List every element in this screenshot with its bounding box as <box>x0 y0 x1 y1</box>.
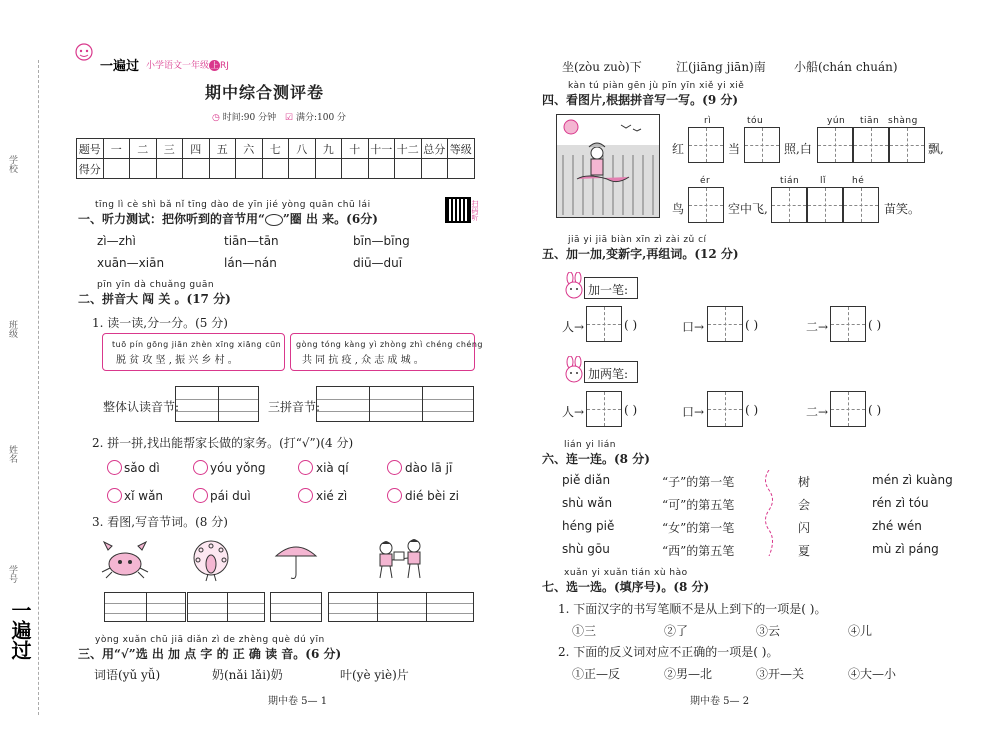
crab-image <box>100 538 150 580</box>
q4-text: 照,白 <box>784 142 812 156</box>
choice-circle[interactable] <box>193 488 208 503</box>
q7-pinyin: xuǎn yi xuǎn tián xù hào <box>564 568 688 578</box>
q4-title: 四、看图片,根据拼音写一写。(9 分) <box>542 93 739 107</box>
q6-col4[interactable]: rén zì tóu <box>872 496 929 510</box>
q7-option[interactable]: ①正—反 <box>572 667 621 681</box>
oval-icon <box>265 214 283 226</box>
q5-paren[interactable]: ( ) <box>868 318 882 332</box>
q7-option[interactable]: ②男—北 <box>664 667 713 681</box>
write-box[interactable] <box>187 592 265 622</box>
q4-text: 红 <box>672 142 685 156</box>
frame-b-text: 共 同 抗 疫 , 众 志 成 城 。 <box>302 355 424 366</box>
q6-col2[interactable]: “西”的第五笔 <box>662 544 735 558</box>
side-label-id: 学号 <box>7 565 17 583</box>
chore-option: dié bèi zi <box>405 489 459 503</box>
clock-icon: ◷ <box>212 113 220 123</box>
q7-sub2-title: 2. 下面的反义词对应不正确的一项是( )。 <box>558 645 779 659</box>
tianzi-grid[interactable] <box>807 187 843 223</box>
q6-col2[interactable]: “子”的第一笔 <box>662 475 735 489</box>
bunny-icon <box>562 272 586 300</box>
q6-title: 六、连一连。(8 分) <box>542 452 650 466</box>
q5-char: 二→ <box>806 320 829 334</box>
checkbox-icon: ☑ <box>285 113 294 123</box>
score-input-cell[interactable] <box>209 159 236 179</box>
choice-circle[interactable] <box>387 488 402 503</box>
q3-pinyin: yòng xuǎn chū jiā diǎn zì de zhèng què dú yīn <box>95 635 325 645</box>
q7-option[interactable]: ②了 <box>664 624 689 638</box>
q6-col1[interactable]: shù gōu <box>562 542 610 556</box>
q1-pinyin: tīng lì cè shì bǎ nǐ tīng dào de yīn jié yòng quān chū lái <box>95 200 371 210</box>
score-table-header-cell: 十 <box>342 139 369 159</box>
choice-circle[interactable] <box>107 488 122 503</box>
brand-logo: 一遍过 <box>100 59 140 74</box>
q7-option[interactable]: ④大—小 <box>848 667 897 681</box>
score-input-cell[interactable] <box>236 159 263 179</box>
q6-col1[interactable]: piě diǎn <box>562 473 611 487</box>
q6-col3[interactable]: 会 <box>798 498 811 512</box>
score-table-header-cell: 四 <box>183 139 210 159</box>
q4-text: 苗笑。 <box>884 202 921 216</box>
q5-pinyin: jiā yi jiā biàn xīn zì zài zǔ cí <box>568 235 707 245</box>
q1-item[interactable]: bīn—bīng <box>353 234 410 248</box>
q4-text: 空中飞, <box>728 202 768 216</box>
score-table-header-cell: 九 <box>315 139 342 159</box>
q6-col1[interactable]: héng piě <box>562 519 615 533</box>
q6-pinyin: lián yi lián <box>564 440 616 450</box>
score-table-header-cell: 十二 <box>395 139 422 159</box>
q7-option[interactable]: ③开—关 <box>756 667 805 681</box>
q7-title: 七、选一选。(填序号)。(8 分) <box>542 580 710 594</box>
q1-item[interactable]: lán—nán <box>224 256 277 270</box>
tianzi-grid[interactable] <box>707 306 743 342</box>
side-label-school: 学校 <box>7 155 17 173</box>
score-input-cell[interactable] <box>183 159 210 179</box>
score-input-cell[interactable] <box>368 159 395 179</box>
q7-sub1-title: 1. 下面汉字的书写笔顺不是从上到下的一项是( )。 <box>558 602 827 616</box>
score-table-header-cell: 总分 <box>421 139 448 159</box>
q3-item[interactable]: 奶(nǎi lǎi)奶 <box>212 668 283 682</box>
q4-py: lǐ <box>820 176 827 186</box>
score-table <box>76 138 475 179</box>
q3-item[interactable]: 小船(chán chuán) <box>794 60 898 74</box>
score-table-header-cell: 六 <box>236 139 263 159</box>
tianzi-grid[interactable] <box>586 306 622 342</box>
q1-title: 一、听力测试：把你听到的音节用“ ”圈 出 来。(6分) <box>78 212 378 226</box>
q6-col4[interactable]: mén zì kuàng <box>872 473 953 487</box>
bunny-icon <box>562 356 586 384</box>
qr-code-icon[interactable] <box>445 197 471 223</box>
tianzi-grid[interactable] <box>744 127 780 163</box>
q6-col3[interactable]: 闪 <box>798 521 811 535</box>
whole-syllable-box[interactable] <box>175 386 259 422</box>
choice-circle[interactable] <box>193 460 208 475</box>
decorative-vine <box>762 470 776 556</box>
score-input-cell[interactable] <box>103 159 130 179</box>
chore-option: xǐ wǎn <box>124 489 164 503</box>
score-table-header-cell: 题号 <box>77 139 104 159</box>
choice-circle[interactable] <box>387 460 402 475</box>
three-syllable-box[interactable] <box>316 386 474 422</box>
children-image <box>372 536 428 580</box>
score-table-header-cell: 十一 <box>368 139 395 159</box>
frame-a-pinyin: tuō pín gōng jiān zhèn xīng xiāng cūn <box>112 340 282 349</box>
score-table-header-cell: 一 <box>103 139 130 159</box>
exam-score: ☑ 满分:100 分 <box>285 113 347 123</box>
q4-py: hé <box>852 176 865 186</box>
score-input-cell[interactable] <box>395 159 422 179</box>
q1-item[interactable]: diū—duī <box>353 256 403 270</box>
score-table-header-cell: 二 <box>130 139 157 159</box>
q1-item[interactable]: xuān—xiān <box>97 256 165 270</box>
q5-paren[interactable]: ( ) <box>745 403 759 417</box>
chore-option: yóu yǒng <box>210 461 266 475</box>
q3-item[interactable]: 叶(yè yiè)片 <box>340 668 409 682</box>
chore-option: dào lā jī <box>405 461 453 475</box>
q2-pinyin: pīn yīn dà chuǎng guān <box>97 280 215 290</box>
q2-sub1-title: 1. 读一读,分一分。(5 分) <box>92 316 228 330</box>
q5-paren[interactable]: ( ) <box>868 403 882 417</box>
write-box[interactable] <box>104 592 186 622</box>
page-footer: 期中卷 5— 1 <box>268 696 328 707</box>
write-box[interactable] <box>328 592 474 622</box>
page-title: 期中综合测评卷 <box>205 83 325 102</box>
chore-option: pái duì <box>210 489 251 503</box>
score-table-score-row <box>77 159 475 179</box>
frame-a-text: 脱 贫 攻 坚 , 振 兴 乡 村 。 <box>116 355 238 366</box>
farm-scene-image <box>556 114 660 218</box>
q5-char: 口→ <box>682 405 705 419</box>
score-input-cell[interactable] <box>156 159 183 179</box>
add-one-label: 加一笔: <box>588 283 629 297</box>
q5-char: 口→ <box>682 320 705 334</box>
q4-py: tián <box>780 176 800 186</box>
q4-py: tiān <box>860 116 880 126</box>
chore-option: sǎo dì <box>124 461 160 475</box>
tianzi-grid[interactable] <box>586 391 622 427</box>
write-box[interactable] <box>270 592 322 622</box>
q6-col2[interactable]: “女”的第一笔 <box>662 521 735 535</box>
q1-item[interactable]: tiān—tān <box>224 234 279 248</box>
label-three-syllable: 三拼音节: <box>268 400 321 414</box>
label-whole-syllable: 整体认读音节: <box>103 400 180 414</box>
q7-option[interactable]: ④儿 <box>848 624 873 638</box>
score-table-header-cell: 三 <box>156 139 183 159</box>
tianzi-grid[interactable] <box>707 391 743 427</box>
q5-char: 二→ <box>806 405 829 419</box>
tianzi-grid[interactable] <box>843 187 879 223</box>
q7-option[interactable]: ③云 <box>756 624 781 638</box>
binding-line <box>38 60 39 715</box>
q6-col1[interactable]: shù wǎn <box>562 496 613 510</box>
score-input-cell[interactable] <box>448 159 475 179</box>
score-table-header-cell: 七 <box>262 139 289 159</box>
q5-paren[interactable]: ( ) <box>624 318 638 332</box>
tianzi-grid[interactable] <box>771 187 807 223</box>
q6-col2[interactable]: “可”的第五笔 <box>662 498 735 512</box>
score-input-cell[interactable] <box>315 159 342 179</box>
q1-item[interactable]: zì—zhì <box>97 234 136 248</box>
q4-text: 飘, <box>928 142 944 156</box>
score-table-row-label: 得分 <box>77 159 104 179</box>
frame-b-pinyin: gòng tóng kàng yì zhòng zhì chéng chéng <box>296 340 483 349</box>
q4-pinyin: kàn tú piàn gēn jù pīn yīn xiě yi xiě <box>568 81 745 91</box>
score-input-cell[interactable] <box>421 159 448 179</box>
q2-sub3-title: 3. 看图,写音节词。(8 分) <box>92 515 228 529</box>
choice-circle[interactable] <box>298 460 313 475</box>
side-label-name: 姓名 <box>7 445 17 463</box>
score-input-cell[interactable] <box>130 159 157 179</box>
q5-title: 五、加一加,变新字,再组词。(12 分) <box>542 247 739 261</box>
q4-py: rì <box>704 116 712 126</box>
q6-col4[interactable]: zhé wén <box>872 519 922 533</box>
q3-title: 三、用“√”选 出 加 点 字 的 正 确 读 音。(6 分) <box>78 647 342 661</box>
tianzi-grid[interactable] <box>830 306 866 342</box>
qr-label: 扫码听 <box>471 200 479 221</box>
q5-paren[interactable]: ( ) <box>745 318 759 332</box>
right-page <box>500 0 1000 735</box>
q2-sub2-title: 2. 拼一拼,找出能帮家长做的家务。(打“√”)(4 分) <box>92 436 354 450</box>
umbrella-image <box>272 538 320 582</box>
q6-col3[interactable]: 树 <box>798 475 811 489</box>
q6-col3[interactable]: 夏 <box>798 544 811 558</box>
q4-py: yún <box>827 116 846 126</box>
series-label: 小学语文一年级 上 RJ <box>146 61 229 71</box>
score-table-header-cell: 五 <box>209 139 236 159</box>
q5-paren[interactable]: ( ) <box>624 403 638 417</box>
chore-option: xià qí <box>316 461 349 475</box>
chore-option: xié zì <box>316 489 348 503</box>
choice-circle[interactable] <box>107 460 122 475</box>
tianzi-grid[interactable] <box>853 127 889 163</box>
score-input-cell[interactable] <box>262 159 289 179</box>
tianzi-grid[interactable] <box>817 127 853 163</box>
tianzi-grid[interactable] <box>889 127 925 163</box>
score-input-cell[interactable] <box>342 159 369 179</box>
tianzi-grid[interactable] <box>688 127 724 163</box>
q5-char: 人→ <box>562 320 585 334</box>
choice-circle[interactable] <box>298 488 313 503</box>
page-footer: 期中卷 5— 2 <box>690 696 750 707</box>
q3-item[interactable]: 江(jiāng jiān)南 <box>676 60 766 74</box>
q7-option[interactable]: ①三 <box>572 624 597 638</box>
tianzi-grid[interactable] <box>830 391 866 427</box>
q4-py: ér <box>700 176 711 186</box>
peacock-image <box>186 538 236 582</box>
score-table-header-row <box>77 139 475 159</box>
score-table-header-cell: 等级 <box>448 139 475 159</box>
add-two-label: 加两笔: <box>588 367 629 381</box>
q4-py: shàng <box>888 116 918 126</box>
q5-char: 人→ <box>562 405 585 419</box>
q2-title: 二、拼音大 闯 关 。(17 分) <box>78 292 231 306</box>
q4-py: tóu <box>747 116 764 126</box>
q4-text: 当 <box>728 142 741 156</box>
q4-text: 鸟 <box>672 202 685 216</box>
side-label-class: 班级 <box>7 320 17 338</box>
tianzi-grid[interactable] <box>688 187 724 223</box>
score-input-cell[interactable] <box>289 159 316 179</box>
q3-item[interactable]: 坐(zòu zuò)下 <box>562 60 642 74</box>
q6-col4[interactable]: mù zì páng <box>872 542 939 556</box>
q3-item[interactable]: 词语(yǔ yǚ) <box>94 668 161 682</box>
score-table-header-cell: 八 <box>289 139 316 159</box>
exam-time: ◷ 时间:90 分钟 <box>212 113 277 123</box>
mascot-icon <box>70 40 98 68</box>
side-brand: 一遍过 <box>8 600 32 660</box>
